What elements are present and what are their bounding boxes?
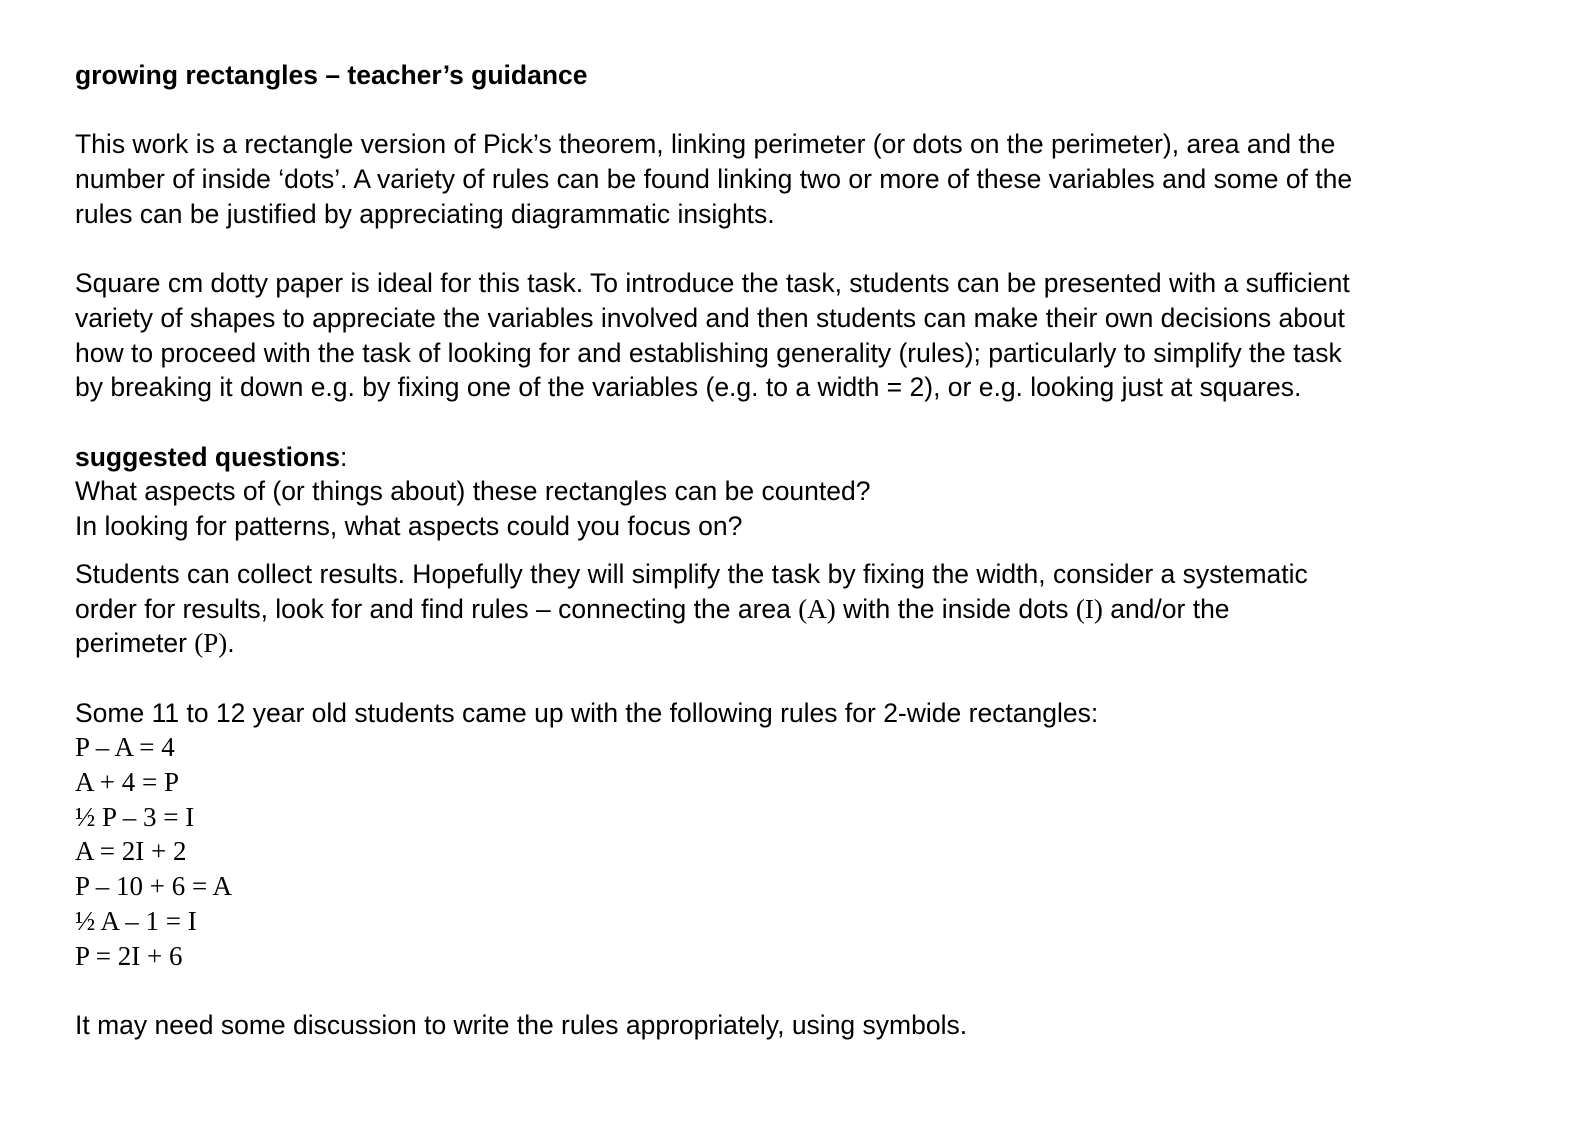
text-line: Square cm dotty paper is ideal for this task. To introduce the task, students can be presented with a sufficient bbox=[75, 268, 1350, 299]
text-segment: perimeter bbox=[75, 628, 195, 659]
text-line: how to proceed with the task of looking for and establishing generality (rules); particularly to simplify the task bbox=[75, 337, 1342, 368]
rule: P – 10 + 6 = A bbox=[75, 871, 232, 902]
text-line: number of inside ‘dots’. A variety of rules can be found linking two or more of these variables and some of the bbox=[75, 164, 1353, 195]
rules-intro: Some 11 to 12 year old students came up with the following rules for 2-wide rectangles: bbox=[75, 697, 1099, 728]
text-line: rules can be justified by appreciating diagrammatic insights. bbox=[75, 198, 775, 229]
suggested-questions bbox=[75, 440, 1352, 544]
text-segment: with the inside dots bbox=[835, 593, 1076, 624]
inside-dots-symbol: (I) bbox=[1075, 593, 1103, 624]
rule: P – A = 4 bbox=[75, 732, 175, 763]
perimeter-symbol: (P) bbox=[194, 628, 228, 659]
results-paragraph bbox=[75, 557, 1352, 661]
text-line bbox=[75, 592, 1352, 627]
area-symbol: (A) bbox=[798, 593, 836, 624]
text-line bbox=[75, 626, 1352, 661]
text-line: This work is a rectangle version of Pick’s theorem, linking perimeter (or dots on the perimeter), area and the bbox=[75, 129, 1336, 160]
rule: A + 4 = P bbox=[75, 767, 179, 797]
rule: P = 2I + 6 bbox=[75, 940, 183, 971]
rules-section bbox=[75, 696, 1352, 974]
closing-note: It may need some discussion to write the rules appropriately, using symbols. bbox=[75, 1009, 968, 1040]
text-line: Students can collect results. Hopefully they will simplify the task by fixing the width, consider a systematic bbox=[75, 558, 1308, 589]
rule: ½ P – 3 = I bbox=[75, 801, 195, 832]
document bbox=[75, 58, 1352, 1043]
questions-heading-text: suggested questions bbox=[75, 441, 341, 472]
question-item: In looking for patterns, what aspects could you focus on? bbox=[75, 511, 743, 542]
text-line: by breaking it down e.g. by fixing one of the variables (e.g. to a width = 2), or e.g. looking just at squares. bbox=[75, 372, 1302, 403]
setup-paragraph bbox=[75, 266, 1352, 405]
colon: : bbox=[340, 441, 348, 472]
question-item: What aspects of (or things about) these rectangles can be counted? bbox=[75, 476, 871, 507]
text-segment: and/or the bbox=[1102, 593, 1230, 624]
intro-paragraph bbox=[75, 127, 1352, 231]
rule: A = 2I + 2 bbox=[75, 836, 187, 867]
rule: ½ A – 1 = I bbox=[75, 905, 197, 936]
text-segment: . bbox=[227, 628, 235, 659]
text-line: variety of shapes to appreciate the variables involved and then students can make their own decisions about bbox=[75, 302, 1345, 333]
questions-heading bbox=[75, 440, 1352, 475]
text-segment: order for results, look for and find rules – connecting the area bbox=[75, 593, 799, 624]
document-title: growing rectangles – teacher’s guidance bbox=[75, 60, 588, 90]
